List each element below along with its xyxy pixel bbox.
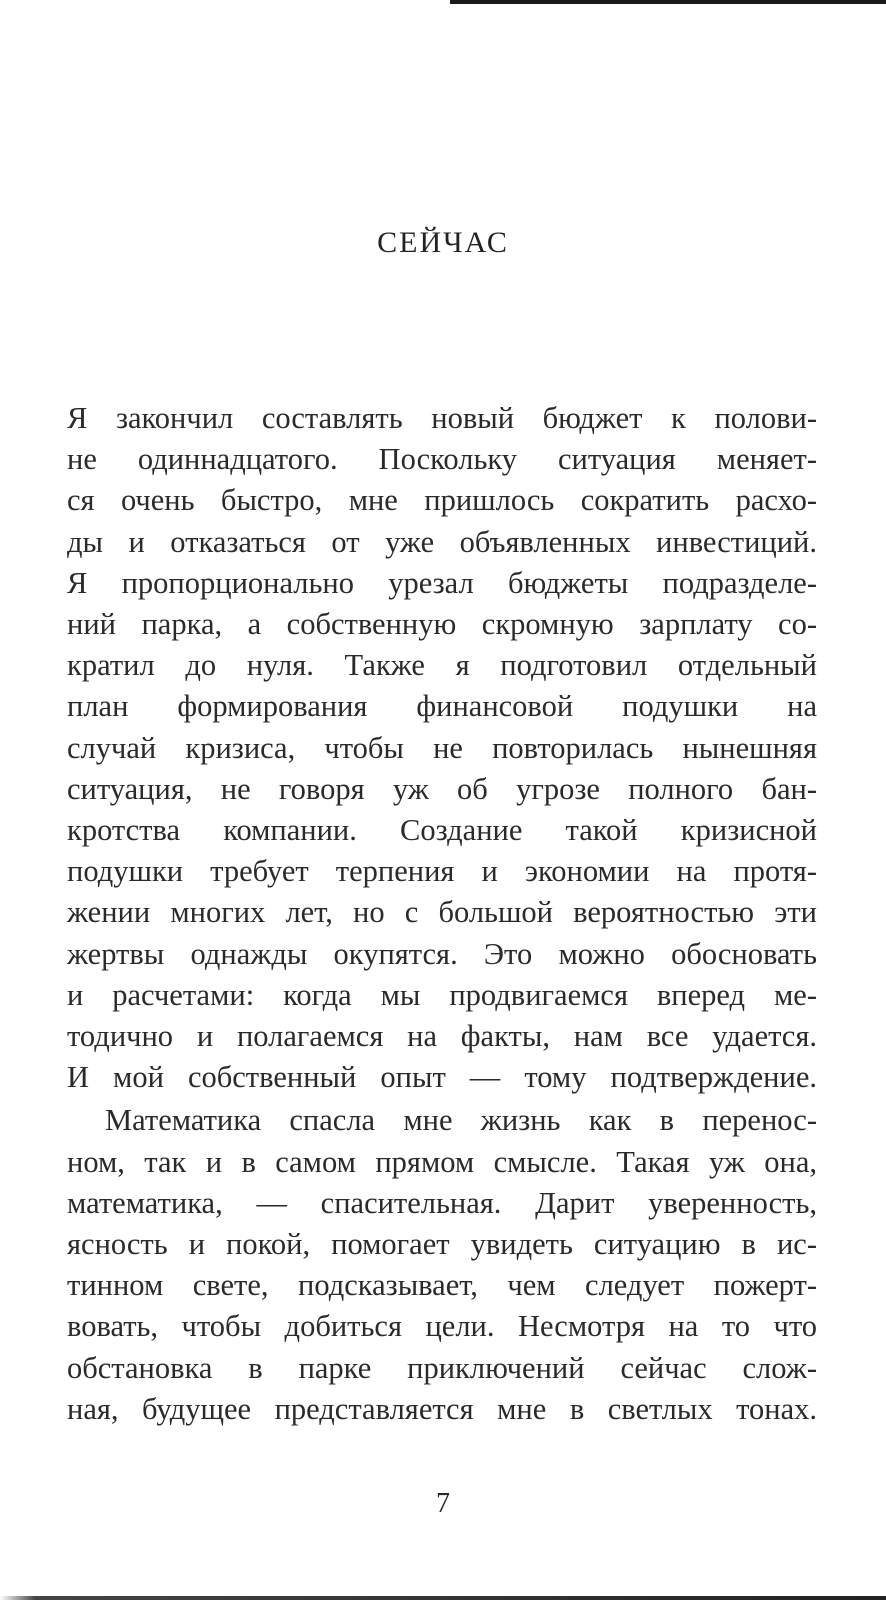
page-edge-bottom (0, 1596, 886, 1600)
chapter-title: СЕЙЧАС (377, 226, 509, 259)
text-line: не одиннадцатого. Поскольку ситуация меняет- (67, 442, 817, 477)
page-number: 7 (436, 1488, 450, 1519)
text-line: И мой собственный опыт — тому подтверждение. (67, 1060, 817, 1095)
text-line: ная, будущее представляется мне в светлых тонах. (67, 1391, 817, 1426)
paragraph-2 (67, 1100, 817, 1430)
text-line: ся очень быстро, мне пришлось сократить расхо- (67, 483, 817, 518)
text-line: жении многих лет, но с большой вероятностью эти (67, 895, 817, 930)
text-line: тинном свете, подсказывает, чем следует пожерт- (67, 1268, 817, 1303)
text-line: случай кризиса, чтобы не повторилась нынешняя (67, 730, 817, 765)
text-line: Я пропорционально урезал бюджеты подразделе- (67, 565, 817, 600)
text-line: ний парка, а собственную скромную зарплату со- (67, 607, 817, 642)
text-line: вовать, чтобы добиться цели. Несмотря на то что (67, 1309, 817, 1344)
text-line: ды и отказаться от уже объявленных инвестиций. (67, 524, 817, 559)
text-line: тодично и полагаемся на факты, нам все удается. (67, 1019, 817, 1054)
text-line: Я закончил составлять новый бюджет к полови- (67, 401, 817, 435)
text-line: жертвы однажды окупятся. Это можно обосновать (67, 936, 817, 971)
paragraph-1 (67, 398, 817, 1098)
text-line: кратил до нуля. Также я подготовил отдельный (67, 648, 817, 683)
text-line: ном, так и в самом прямом смысле. Такая уж она, (67, 1144, 817, 1179)
body-text (67, 398, 817, 1430)
text-line: подушки требует терпения и экономии на протя- (67, 854, 817, 889)
text-line: Математика спасла мне жизнь как в перенос- (105, 1103, 817, 1138)
page-edge-top (450, 0, 886, 4)
text-line: обстановка в парке приключений сейчас слож- (67, 1350, 817, 1385)
text-line: ситуация, не говоря уж об угрозе полного бан- (67, 771, 817, 806)
text-line: математика, — спасительная. Дарит уверенность, (67, 1185, 817, 1220)
text-line: план формирования финансовой подушки на (67, 689, 817, 724)
text-line: и расчетами: когда мы продвигаемся вперед ме- (67, 977, 817, 1012)
text-line: ясность и покой, помогает увидеть ситуацию в ис- (67, 1227, 817, 1262)
text-line: кротства компании. Создание такой кризисной (67, 813, 817, 848)
